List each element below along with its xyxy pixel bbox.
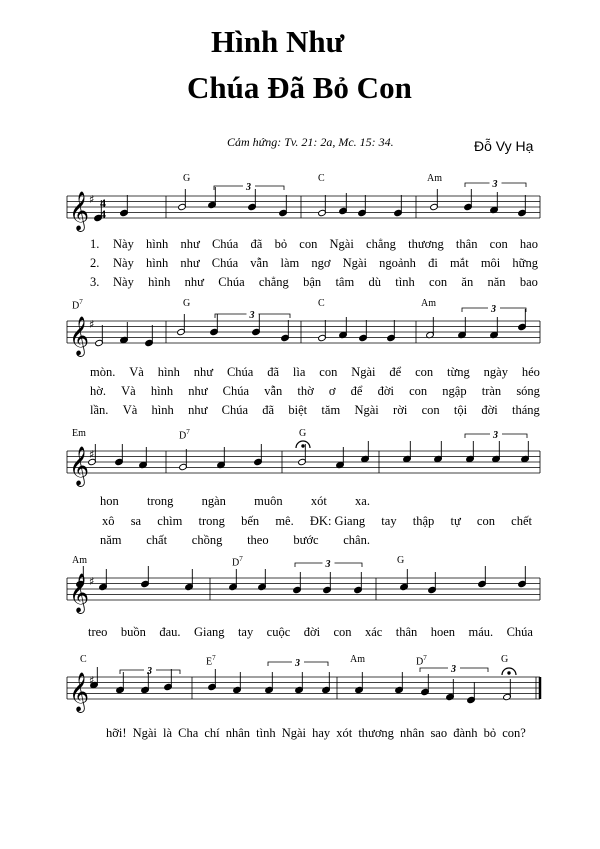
lyric-line <box>100 533 370 548</box>
lyric-word: héo <box>521 365 540 379</box>
lyric-word: thương <box>358 726 394 740</box>
chord-label: C <box>318 298 325 309</box>
lyric-word: Này <box>113 237 134 251</box>
lyric-word: đã <box>250 237 263 251</box>
chord-label: G <box>299 428 307 439</box>
lyric-word: xót <box>336 726 353 740</box>
time-signature-top: 4 <box>100 196 106 210</box>
chord-label: C <box>318 173 325 184</box>
lyric-word: tình <box>395 275 415 289</box>
lyric-word: con <box>421 403 440 417</box>
lyric-word: Chúa <box>506 625 533 639</box>
lyric-word: ăn <box>461 275 474 289</box>
lyric-word: buồn <box>120 625 146 639</box>
lyric-word: đời <box>377 384 394 398</box>
fermata-dot <box>508 672 510 674</box>
lyric-word: tay <box>237 625 254 639</box>
lyric-line <box>113 275 538 290</box>
lyric-word: lần. <box>90 403 109 417</box>
lyric-word: con <box>409 384 428 398</box>
lyric-word: đành <box>453 726 478 740</box>
lyric-word: đời <box>481 403 498 417</box>
lyric-word: hình <box>157 365 180 379</box>
lyric-word: bận <box>303 275 322 289</box>
lyric-word: năn <box>487 275 506 289</box>
lyric-word: muôn <box>254 494 283 508</box>
lyric-word: Ngài <box>342 256 367 270</box>
lyric-word: Ngài <box>351 365 376 379</box>
tuplet-number: 3 <box>492 179 498 190</box>
tuplet-number: 3 <box>249 310 255 321</box>
lyric-word: xa. <box>355 494 370 508</box>
lyric-word: Cha <box>178 726 199 740</box>
lyric-word: vẫn <box>250 256 269 270</box>
chord-label: $D^7$ <box>232 555 243 569</box>
tuplet-number: 3 <box>295 658 300 669</box>
verse-number: 1. <box>90 237 100 251</box>
lyric-word: bỏ <box>274 237 288 251</box>
lyric-word: con? <box>502 726 526 740</box>
chord-label: Am <box>427 173 442 184</box>
lyric-word: Chúa <box>211 256 239 270</box>
lyric-word: con <box>476 514 495 528</box>
inspiration-text: Cảm hứng: Tv. 21: 2a, Mc. 15: 34. <box>227 135 394 149</box>
lyric-word: hình <box>146 237 169 251</box>
title-line-2: Chúa Đã Bỏ Con <box>187 70 412 105</box>
lyric-word: hững <box>512 256 538 270</box>
lyric-word: máu. <box>468 625 494 639</box>
lyric-word: thương <box>408 237 444 251</box>
key-sharp: ♯ <box>89 575 95 588</box>
treble-clef: 𝄞 <box>69 573 90 613</box>
lyric-word: tội <box>453 403 468 417</box>
lyric-word: thân <box>395 625 418 639</box>
lyric-line <box>102 514 532 529</box>
lyric-word: hờ. <box>90 384 106 398</box>
chord-label: Am <box>72 555 87 566</box>
lyric-word: ngàn <box>201 494 226 508</box>
lyric-word: chết <box>511 514 532 528</box>
lyric-word: hoen <box>430 625 456 639</box>
lyric-word: thờ <box>297 384 314 398</box>
treble-clef: 𝄞 <box>69 446 90 486</box>
fermata-dot <box>302 445 304 447</box>
lyric-word: hình <box>150 384 174 398</box>
lyric-word: Này <box>113 275 134 289</box>
verse-number: 3. <box>90 275 100 289</box>
lyric-word: thân <box>455 237 478 251</box>
lyric-word: chẳng <box>258 275 289 289</box>
lyric-word: cuộc <box>266 625 291 639</box>
lyric-word: sa <box>130 514 142 528</box>
composer-name: Đỗ Vy Hạ <box>474 138 534 154</box>
lyric-word: Và <box>122 403 138 417</box>
lyric-word: đã <box>267 365 280 379</box>
lyric-word: ngơ <box>311 256 331 270</box>
lyric-word: nhân <box>400 726 425 740</box>
lyric-word: ngập <box>442 384 467 398</box>
lyric-word: ơ <box>328 384 336 398</box>
lyric-word: Này <box>113 256 134 270</box>
lyric-word: làm <box>280 256 300 270</box>
lyric-word: Giang <box>193 625 225 639</box>
lyric-word: để <box>350 384 363 398</box>
lyric-word: xót <box>310 494 327 508</box>
chord-label: Em <box>72 428 86 439</box>
tuplet-number: 3 <box>246 182 251 193</box>
lyric-word: Ngài <box>329 237 354 251</box>
lyric-word: vẫn <box>264 384 283 398</box>
lyric-word: ngày <box>483 365 508 379</box>
title-line-1: Hình Như <box>211 24 345 59</box>
lyric-word: chìm <box>157 514 183 528</box>
lyric-word: ngoảnh <box>379 256 416 270</box>
lyric-word: Ngài <box>281 726 306 740</box>
lyric-word: xác <box>364 625 383 639</box>
lyric-word: rời <box>393 403 408 417</box>
lyric-word: như <box>180 256 200 270</box>
lyric-word: tay <box>381 514 397 528</box>
chord-label: $E^7$ <box>206 654 216 668</box>
key-sharp: ♯ <box>89 318 95 331</box>
lyric-word: Chúa <box>218 275 245 289</box>
lyric-word: lìa <box>292 365 306 379</box>
chord-label: C <box>80 654 87 665</box>
lyric-word: tình <box>256 726 276 740</box>
lyric-word: bỏ <box>483 726 497 740</box>
lyric-word: Chúa <box>211 237 239 251</box>
treble-clef: 𝄞 <box>69 191 90 231</box>
lyric-word: bao <box>519 275 538 289</box>
tuplet-number: 3 <box>491 304 496 315</box>
lyric-word: chất <box>146 533 168 547</box>
key-sharp: ♯ <box>89 193 95 206</box>
lyric-line <box>100 494 370 509</box>
lyric-word: biệt <box>288 403 308 417</box>
verse-number: 2. <box>90 256 100 270</box>
lyric-word: từng <box>447 365 470 379</box>
lyric-word: con <box>489 237 508 251</box>
lyric-line <box>88 625 533 640</box>
lyric-word: hao <box>519 237 538 251</box>
lyric-line <box>106 726 526 741</box>
lyric-word: như <box>188 403 208 417</box>
lyric-word: con <box>429 275 448 289</box>
chord-label: G <box>501 654 509 665</box>
lyric-word: tăm <box>321 403 341 417</box>
chord-label: $D^7$ <box>72 298 83 312</box>
lyric-word: để <box>389 365 402 379</box>
key-sharp: ♯ <box>89 674 95 687</box>
lyric-word: ĐK: Giang <box>309 514 366 528</box>
lyric-word: hình <box>148 275 171 289</box>
lyric-word: chẳng <box>366 237 396 251</box>
lyric-word: đời <box>303 625 321 639</box>
lyric-word: bước <box>293 533 319 547</box>
lyric-word: chồng <box>191 533 223 547</box>
lyric-word: như <box>180 237 200 251</box>
lyric-word: hình <box>151 403 174 417</box>
lyric-word: trong <box>146 494 174 508</box>
lyric-line <box>90 384 540 399</box>
chord-label: G <box>397 555 405 566</box>
lyric-word: sao <box>430 726 448 740</box>
lyric-word: con <box>299 237 318 251</box>
lyric-word: tự <box>450 514 461 528</box>
lyric-line <box>113 256 538 271</box>
lyric-word: chân. <box>343 533 370 547</box>
lyric-word: xô <box>102 514 115 528</box>
chord-label: Am <box>421 298 436 309</box>
chord-label: G <box>183 173 191 184</box>
lyric-word: đi <box>428 256 438 270</box>
lyric-word: con <box>415 365 434 379</box>
lyric-line <box>90 403 540 418</box>
lyric-word: Ngài <box>354 403 379 417</box>
lyric-word: con <box>333 625 352 639</box>
tuplet-number: 3 <box>147 666 152 677</box>
tuplet-number: 3 <box>493 430 498 441</box>
lyric-word: dù <box>368 275 381 289</box>
lyric-word: Ngài <box>132 726 157 740</box>
lyric-word: theo <box>247 533 269 547</box>
chord-label: $D^7$ <box>416 654 427 668</box>
time-signature-bottom: 4 <box>100 207 106 221</box>
lyric-line <box>113 237 538 252</box>
lyric-word: hay <box>312 726 331 740</box>
lyric-word: môi <box>480 256 501 270</box>
lyric-word: trong <box>198 514 225 528</box>
treble-clef: 𝄞 <box>69 316 90 356</box>
lyric-word: bến <box>241 514 260 528</box>
lyric-word: mòn. <box>90 365 116 379</box>
tuplet-number: 3 <box>325 559 331 570</box>
lyric-word: Chúa <box>222 384 250 398</box>
lyric-word: như <box>188 384 208 398</box>
lyric-word: như <box>193 365 214 379</box>
key-sharp: ♯ <box>89 448 95 461</box>
lyric-word: tràn <box>481 384 502 398</box>
lyric-word: thập <box>412 514 435 528</box>
lyric-word: tháng <box>512 403 540 417</box>
lyric-word: như <box>184 275 204 289</box>
lyric-word: tâm <box>335 275 355 289</box>
chord-label: $D^7$ <box>179 428 190 442</box>
lyric-word: Và <box>121 384 136 398</box>
lyric-word: đã <box>262 403 275 417</box>
lyric-word: hình <box>145 256 169 270</box>
treble-clef: 𝄞 <box>69 672 90 712</box>
lyric-word: Chúa <box>226 365 254 379</box>
lyric-word: đau. <box>159 625 181 639</box>
lyric-word: hỡi! <box>106 726 127 740</box>
lyric-word: mắt <box>449 256 469 270</box>
lyric-word: chí <box>204 726 220 740</box>
chord-label: G <box>183 298 191 309</box>
lyric-word: con <box>319 365 338 379</box>
lyric-word: mê. <box>275 514 294 528</box>
lyric-word: nhân <box>225 726 251 740</box>
lyric-word: hon <box>100 494 119 508</box>
lyric-word: treo <box>88 625 108 639</box>
chord-label: Am <box>350 654 365 665</box>
lyric-word: sóng <box>516 384 540 398</box>
tuplet-number: 3 <box>451 664 456 675</box>
lyric-word: Và <box>129 365 144 379</box>
lyric-line <box>90 365 540 380</box>
lyric-word: là <box>163 726 173 740</box>
lyric-word: Chúa <box>221 403 249 417</box>
lyric-word: năm <box>100 533 122 547</box>
